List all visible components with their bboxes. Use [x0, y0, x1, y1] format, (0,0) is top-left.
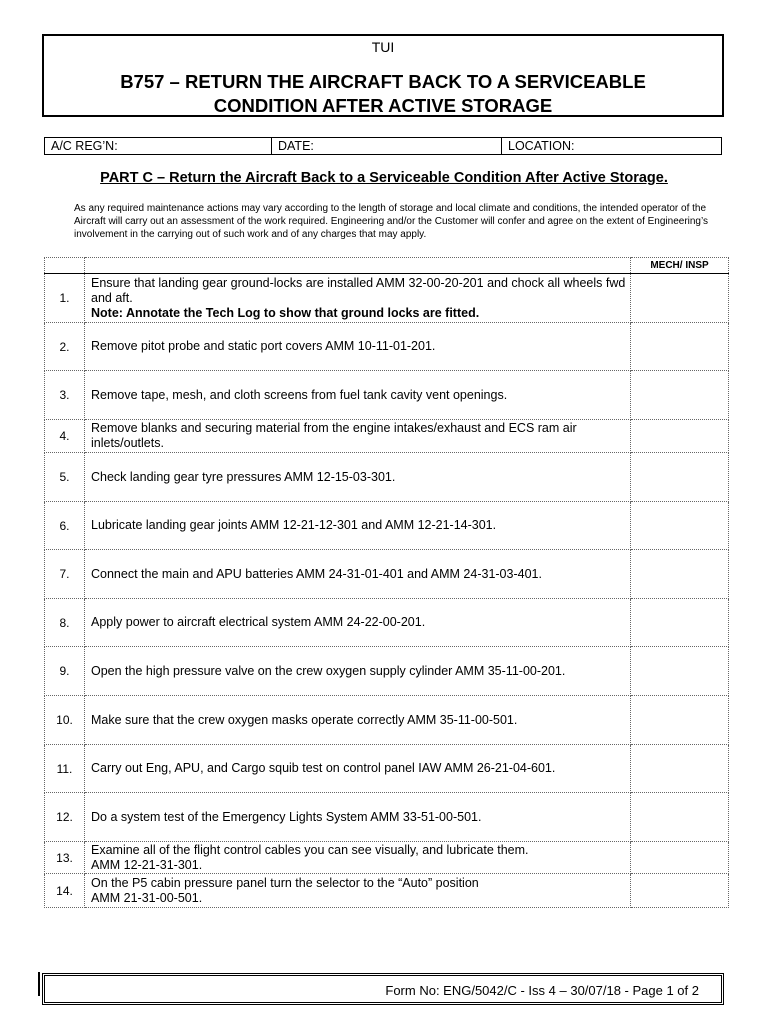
mech-insp-signoff-cell[interactable] — [631, 274, 729, 323]
title-line-2: CONDITION AFTER ACTIVE STORAGE — [213, 95, 553, 116]
task-number: 7. — [45, 550, 85, 599]
table-row — [45, 371, 729, 420]
mech-insp-signoff-cell[interactable] — [631, 874, 729, 908]
mech-insp-signoff-cell[interactable] — [631, 502, 729, 550]
table-row — [45, 453, 729, 502]
table-row — [45, 599, 729, 647]
footer — [42, 973, 724, 1005]
table-row — [45, 874, 729, 908]
table-row — [45, 323, 729, 371]
mech-insp-signoff-cell[interactable] — [631, 842, 729, 874]
mech-insp-header: MECH/ INSP — [631, 258, 729, 274]
date-field: DATE: — [272, 138, 502, 154]
footer-margin-mark — [38, 972, 40, 996]
task-number: 8. — [45, 599, 85, 647]
table-row — [45, 420, 729, 453]
table-row — [45, 793, 729, 842]
task-description: Ensure that landing gear ground-locks are installed AMM 32-00-20-201 and chock all wheels fwd and aft. Note: Annotate the Tech Log to show that ground locks are fitted. — [85, 274, 631, 323]
task-description: Lubricate landing gear joints AMM 12-21-12-301 and AMM 12-21-14-301. — [85, 502, 631, 550]
task-number: 10. — [45, 696, 85, 745]
task-description: Make sure that the crew oxygen masks operate correctly AMM 35-11-00-501. — [85, 696, 631, 745]
task-number: 6. — [45, 502, 85, 550]
task-number: 11. — [45, 745, 85, 793]
task-number: 9. — [45, 647, 85, 696]
task-number: 2. — [45, 323, 85, 371]
task-number: 12. — [45, 793, 85, 842]
task-number: 13. — [45, 842, 85, 874]
mech-insp-signoff-cell[interactable] — [631, 323, 729, 371]
task-number: 1. — [45, 274, 85, 323]
task-number: 5. — [45, 453, 85, 502]
document-title — [44, 70, 722, 118]
task-number: 14. — [45, 874, 85, 908]
mech-insp-signoff-cell[interactable] — [631, 453, 729, 502]
task-description: Check landing gear tyre pressures AMM 12-15-03-301. — [85, 453, 631, 502]
task-description: Remove blanks and securing material from the engine intakes/exhaust and ECS ram air inlets/outlets. — [85, 420, 631, 453]
document-header — [42, 34, 724, 117]
mech-insp-signoff-cell[interactable] — [631, 647, 729, 696]
ac-reg-field: A/C REG’N: — [45, 138, 272, 154]
mech-insp-signoff-cell[interactable] — [631, 371, 729, 420]
task-number: 3. — [45, 371, 85, 420]
form-number: Form No: ENG/5042/C - Iss 4 – 30/07/18 - Page 1 of 2 — [385, 983, 699, 998]
task-table — [44, 257, 729, 908]
intro-paragraph: As any required maintenance actions may vary according to the length of storage and local climate and conditions, the intended operator of the Aircraft will carry out an assessment of the work required. Engineering and/or the Customer will confer and agree on the extent of Engineering’s involvement in the carrying out of such work and of any charges that may apply. — [74, 203, 709, 240]
task-number: 4. — [45, 420, 85, 453]
title-line-1: B757 – RETURN THE AIRCRAFT BACK TO A SERVICEABLE — [120, 71, 646, 92]
table-row — [45, 647, 729, 696]
task-description: On the P5 cabin pressure panel turn the selector to the “Auto” position AMM 21-31-00-501. — [85, 874, 631, 908]
task-description: Apply power to aircraft electrical system AMM 24-22-00-201. — [85, 599, 631, 647]
task-description: Do a system test of the Emergency Lights System AMM 33-51-00-501. — [85, 793, 631, 842]
task-description: Examine all of the flight control cables you can see visually, and lubricate them. AMM 12-21-31-301. — [85, 842, 631, 874]
task-description: Remove tape, mesh, and cloth screens from fuel tank cavity vent openings. — [85, 371, 631, 420]
table-row — [45, 550, 729, 599]
table-row — [45, 502, 729, 550]
task-note: Note: Annotate the Tech Log to show that ground locks are fitted. — [91, 305, 480, 320]
mech-insp-signoff-cell[interactable] — [631, 420, 729, 453]
mech-insp-signoff-cell[interactable] — [631, 550, 729, 599]
table-row — [45, 842, 729, 874]
location-field: LOCATION: — [508, 139, 575, 153]
part-title: PART C – Return the Aircraft Back to a Serviceable Condition After Active Storage. — [100, 170, 668, 186]
mech-insp-signoff-cell[interactable] — [631, 696, 729, 745]
table-header-row — [45, 258, 729, 274]
mech-insp-signoff-cell[interactable] — [631, 745, 729, 793]
table-row — [45, 274, 729, 323]
task-description: Connect the main and APU batteries AMM 24-31-01-401 and AMM 24-31-03-401. — [85, 550, 631, 599]
task-description: Carry out Eng, APU, and Cargo squib test on control panel IAW AMM 26-21-04-601. — [85, 745, 631, 793]
table-row — [45, 745, 729, 793]
mech-insp-signoff-cell[interactable] — [631, 793, 729, 842]
mech-insp-signoff-cell[interactable] — [631, 599, 729, 647]
task-description: Open the high pressure valve on the crew oxygen supply cylinder AMM 35-11-00-201. — [85, 647, 631, 696]
company-name: TUI — [371, 39, 395, 55]
registration-line — [44, 137, 722, 155]
table-row — [45, 696, 729, 745]
task-description: Remove pitot probe and static port covers AMM 10-11-01-201. — [85, 323, 631, 371]
